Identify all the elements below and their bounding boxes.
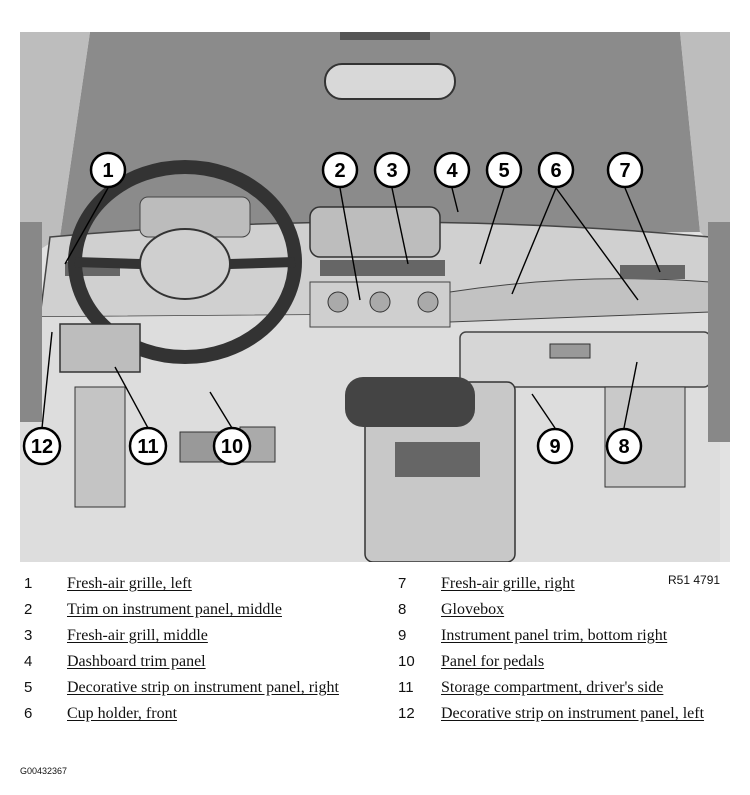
callout-5 bbox=[487, 153, 521, 187]
mirror-mount bbox=[340, 32, 430, 40]
legend-number: 3 bbox=[24, 627, 33, 644]
callout-label: 2 bbox=[334, 160, 346, 182]
legend-text: Cup holder, front bbox=[67, 705, 178, 722]
legend-left-column bbox=[24, 574, 354, 730]
legend-item bbox=[24, 600, 354, 619]
legend-item bbox=[398, 704, 728, 723]
steering-spoke-right bbox=[230, 262, 295, 264]
callout-label: 4 bbox=[446, 160, 458, 182]
legend-item bbox=[24, 574, 354, 593]
rear-vent bbox=[395, 442, 480, 477]
legend-text: Storage compartment, driver's side bbox=[441, 679, 664, 696]
control-knob bbox=[370, 292, 390, 312]
legend-number: 8 bbox=[398, 601, 407, 618]
callout-label: 7 bbox=[619, 160, 631, 182]
legend-number: 2 bbox=[24, 601, 33, 618]
vent-right bbox=[620, 265, 685, 279]
callout-label: 10 bbox=[220, 436, 244, 458]
callout-label: 6 bbox=[550, 160, 562, 182]
legend-item bbox=[398, 652, 728, 671]
callout-7 bbox=[608, 153, 642, 187]
legend-item bbox=[24, 678, 354, 697]
callout-9 bbox=[538, 429, 572, 463]
legend-text: Fresh-air grille, right bbox=[441, 575, 575, 592]
legend-right-column bbox=[398, 574, 728, 730]
legend-number: 1 bbox=[24, 575, 33, 592]
document-code: G00432367 bbox=[20, 766, 68, 776]
callout-label: 9 bbox=[549, 436, 561, 458]
armrest bbox=[345, 377, 475, 427]
legend-number: 11 bbox=[398, 679, 414, 696]
steering-spoke-left bbox=[75, 262, 140, 264]
rearview-mirror bbox=[325, 64, 455, 99]
center-display bbox=[310, 207, 440, 257]
vent-middle bbox=[320, 260, 445, 276]
callout-label: 3 bbox=[386, 160, 398, 182]
glovebox-handle bbox=[550, 344, 590, 358]
legend-text: Decorative strip on instrument panel, left bbox=[441, 705, 705, 722]
callout-4 bbox=[435, 153, 469, 187]
legend-text: Dashboard trim panel bbox=[67, 653, 206, 670]
legend-text: Instrument panel trim, bottom right bbox=[441, 627, 668, 644]
callout-11 bbox=[130, 428, 166, 464]
callout-2 bbox=[323, 153, 357, 187]
callout-6 bbox=[539, 153, 573, 187]
legend-text: Glovebox bbox=[441, 601, 505, 618]
door-left-edge bbox=[20, 222, 42, 422]
callout-10 bbox=[214, 428, 250, 464]
figure-code: R51 4791 bbox=[668, 573, 721, 587]
legend-number: 7 bbox=[398, 575, 407, 592]
legend-item bbox=[24, 652, 354, 671]
legend-item bbox=[24, 704, 354, 723]
legend-number: 6 bbox=[24, 705, 33, 722]
legend-text: Trim on instrument panel, middle bbox=[67, 601, 282, 618]
callout-label: 12 bbox=[30, 436, 54, 458]
legend-text: Fresh-air grille, left bbox=[67, 575, 192, 592]
glovebox bbox=[460, 332, 710, 387]
door-right-edge bbox=[708, 222, 730, 442]
callout-3 bbox=[375, 153, 409, 187]
callout-label: 1 bbox=[102, 160, 114, 182]
legend-number: 4 bbox=[24, 653, 33, 670]
steering-hub bbox=[140, 229, 230, 299]
legend-number: 9 bbox=[398, 627, 407, 644]
legend-number: 5 bbox=[24, 679, 33, 696]
callout-label: 8 bbox=[618, 436, 630, 458]
legend-text: Panel for pedals bbox=[441, 653, 545, 670]
control-knob bbox=[418, 292, 438, 312]
callout-8 bbox=[607, 429, 641, 463]
control-knob bbox=[328, 292, 348, 312]
legend-text: Decorative strip on instrument panel, right bbox=[67, 679, 339, 696]
dashboard-drawing bbox=[20, 32, 730, 562]
callout-label: 11 bbox=[137, 436, 159, 458]
legend-number: 12 bbox=[398, 705, 415, 722]
storage-compartment-driver bbox=[60, 324, 140, 372]
callout-12 bbox=[24, 428, 60, 464]
legend-text: Fresh-air grill, middle bbox=[67, 627, 208, 644]
legend-item bbox=[398, 678, 728, 697]
legend-number: 10 bbox=[398, 653, 415, 670]
floor-trim-left bbox=[75, 387, 125, 507]
legend-item bbox=[24, 626, 354, 645]
legend-item bbox=[398, 574, 728, 593]
callout-label: 5 bbox=[498, 160, 510, 182]
legend-item bbox=[398, 600, 728, 619]
legend-item bbox=[398, 626, 728, 645]
callout-1 bbox=[91, 153, 125, 187]
